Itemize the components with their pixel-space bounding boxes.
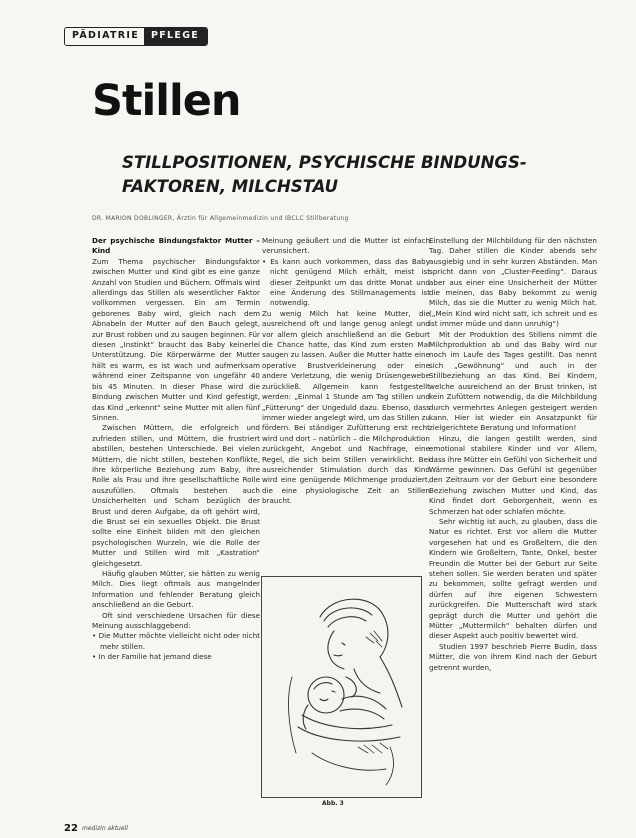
paragraph: Hinzu, die langen gestillt werden, sind emotional stabilere Kinder und vor Allem, dass ihre Mütter ein Gefühl von Sicherheit und Wärme gewinnen. Das Gefühl ist gegenüber den Zeitraum vor der Geburt eine besondere Beziehung zwischen Mutter und Kind, das Kind findet dort Geborgenheit, wenn es Schmerzen hat oder schlafen möchte. <box>429 433 597 516</box>
section-heading: Der psychische Bindungsfaktor Mutter – Kind <box>92 236 260 256</box>
paragraph: Meinung geäußert und die Mutter ist einfach verunsichert. <box>262 236 430 256</box>
figure-caption: Abb. 3 <box>322 800 344 807</box>
breastfeeding-sketch <box>262 577 421 797</box>
paragraph: Studien 1997 beschrieb Pierre Budin, dass Mütter, die von ihrem Kind nach der Geburt getrennt wurden, <box>429 641 597 672</box>
article-title: Stillen <box>92 76 241 126</box>
paragraph: Einstellung der Milchbildung für den nächsten Tag. Daher stillen die Kinder abends sehr ausgiebig und in sehr kurzen Abständen. Man spricht dann von „Cluster-Feeding“. Daraus aber aus einer eine Unsicherheit der Mütter die meinen, das Baby bekommt zu wenig Milch, das sie die Mutter zu wenig Milch hat. („Mein Kind wird nicht satt, ich schreit und es ist immer müde und dann unruhig“) <box>429 236 597 329</box>
paragraph: Häufig glauben Mütter, sie hätten zu wenig Milch. Dies liegt oftmals aus mangelnder Information und fehlender Beratung gleich anschließend an die Geburt. <box>92 569 260 610</box>
paragraph: Oft sind verschiedene Ursachen für diese Meinung ausschlaggebend: <box>92 610 260 631</box>
subsection-label: PFLEGE <box>144 28 207 45</box>
author-byline: DR. MARION DOBLINGER, Ärztin für Allgemeinmedizin und IBCLC Stillberatung <box>92 215 349 222</box>
text-column-1 <box>92 236 260 663</box>
paragraph: Sehr wichtig ist auch, zu glauben, dass die Natur es richtet. Erst vor allem die Mutter vorgesehen hat und es Großeltern, die den Kindern wie Großeltern, Tante, Onkel, bester Freundin die Mutter bei der Geburt zur Seite stehen sollen. Sie werden beraten und später zu bekommen, sollte gefragt werden und dürfen auf ihre eigenen Schwestern zurückgreifen. Die Mutterschaft wird stark geprägt durch die Mutter und gehört die Mütter „Muttermilch“ behalten dürfen und dieser Aspekt auch positiv bewertet wird. <box>429 516 597 641</box>
page-number: 22 <box>64 823 78 834</box>
bullet-item: • Die Mutter möchte vielleicht nicht oder nicht mehr stillen. <box>92 631 260 652</box>
paragraph: Zu wenig Milch hat keine Mutter, die ausreichend oft und lange genug anlegt und vor allem gleich anschließend an die Geburt die Chance hatte, das Kind zum ersten Mal saugen zu lassen. Außer die Mutter hatte eine operative Brustverkleinerung oder eine andere Verletzung, die wenig Drüsengewebe zurückließ. Allgemein kann festgestellt werden: „Einmal 1 Stunde am Tag stillen und „Fütterung“ der Ungeduld dazu. Ebenso, dass immer wieder angelegt wird, um das Stillen zu fördern. Bei ständiger Zufütterung erst recht wird und dort – natürlich – die Milchproduktion zurückgeht, Angebot und Nachfrage, eine Regel, die sich beim Stillen verwirklicht. Bei ausreichender Stimulation durch das Kind wird eine genügende Milchmenge produziert, die eine physiologische Zeit an Stillen braucht. <box>262 308 430 506</box>
bullet-list <box>92 631 260 662</box>
journal-name: medizin aktuell <box>82 825 128 832</box>
figure-illustration <box>261 576 422 798</box>
text-column-2 <box>262 236 430 507</box>
paragraph: Zwischen Müttern, die erfolgreich und zufrieden stillen, und Müttern, die frustriert abstillen, bestehen Unterschiede. Bei vielen Müttern, die nicht stillen, bestehen Konflikte, ihre körperliche Beziehung zum Baby, ihre Rolle als Frau und ihre gesellschaftliche Rolle auszufüllen. Oftmals bestehen auch Unsicherheiten und Scham bezüglich der Brust und deren Aufgabe, da oft gehört wird, die Brust sei ein sexuelles Objekt. Die Brust sollte eine Einheit bilden mit den gleichen psychologischen Wurzeln, wie die Rolle der Mutter und Stillen wird mit „Kastration“ gleichgesetzt. <box>92 423 260 568</box>
section-tag <box>64 27 208 46</box>
bullet-item: • Es kann auch vorkommen, dass das Baby nicht genügend Milch erhält, meist ist dieser Zeitpunkt um das dritte Monat und eine Änderung des Stillmanagements ist notwendig. <box>262 257 430 309</box>
bullet-list <box>262 257 430 309</box>
text-column-3 <box>429 236 597 673</box>
article-subtitle: STILLPOSITIONEN, PSYCHISCHE BINDUNGS-FAKTOREN, MILCHSTAU <box>122 153 527 196</box>
paragraph: Mit der Produktion des Stillens nimmt die Milchproduktion ab und das Baby wird nur noch im Laufe des Tages gestillt. Das nennt sich „Gewöhnung“ und auch in der Stillbeziehung an das Kind. Bei Kindern, welche ausreichend an der Brust trinken, ist kein Zufüttern notwendig, da die Milchbildung durch vermehrtes Anlegen gesteigert werden kann. Hier ist wieder ein Ansatzpunkt für zielgerichtete Beratung und Information! <box>429 329 597 433</box>
bullet-item: • In der Familie hat jemand diese <box>92 652 260 662</box>
section-label: PÄDIATRIE <box>65 28 144 45</box>
paragraph: Zum Thema psychischer Bindungsfaktor zwischen Mutter und Kind gibt es eine ganze Anzahl von Studien und Büchern. Offmals wird allerdings das Stillen als wesentlicher Faktor vollkommen vergessen. Ein am Termin geborenes Baby wird, gleich nach dem Abnabeln der Mutter auf den Bauch gelegt, zur Brust robben und zu saugen beginnen. Für diesen „Instinkt“ braucht das Baby keinerlei Unterstützung. Die Körperwärme der Mutter hält es warm, es ist wach und aufmerksam während einer Zeitspanne von ungefähr 40 bis 45 Minuten. In dieser Phase wird die Bindung zwischen Mutter und Kind gefestigt, das Kind „erkennt“ seine Mutter mit allen fünf Sinnen. <box>92 256 260 422</box>
